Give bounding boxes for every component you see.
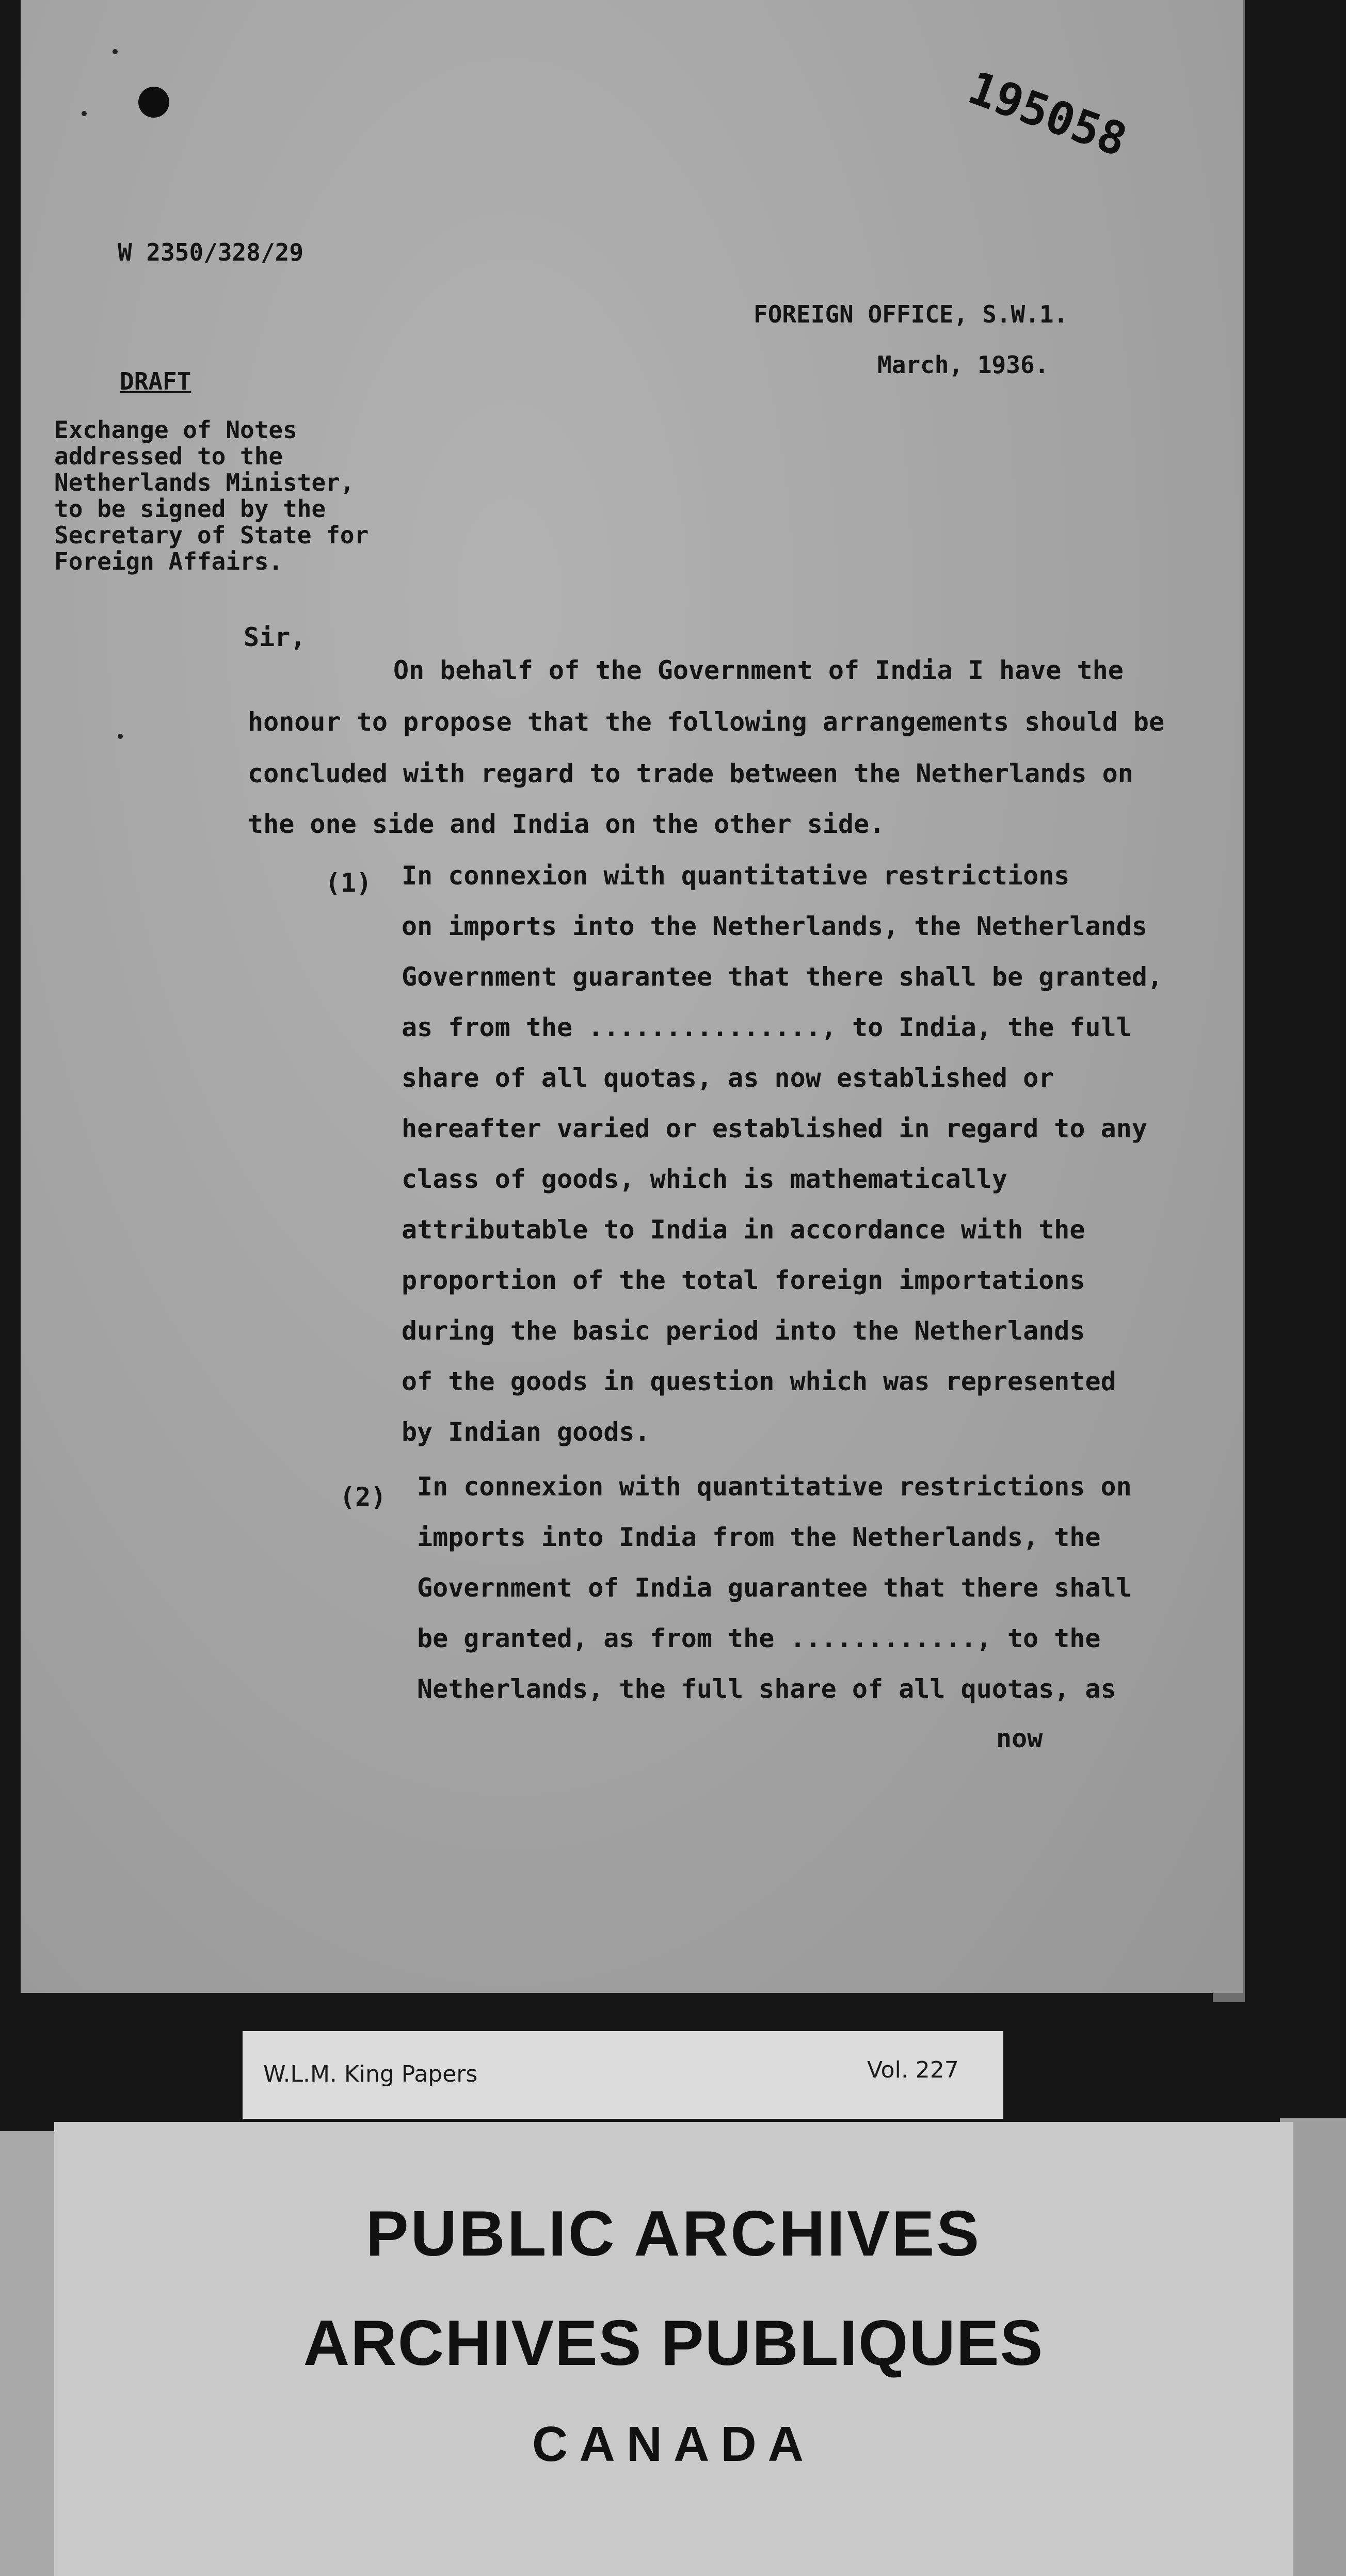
margin-note-line: Exchange of Notes — [54, 416, 297, 444]
clause-line: Government guarantee that there shall be granted, — [402, 962, 1163, 992]
margin-note-line: Netherlands Minister, — [54, 469, 355, 496]
clause-line: on imports into the Netherlands, the Netherlands — [402, 911, 1147, 941]
draft-label: DRAFT — [120, 367, 191, 395]
clause-line: hereafter varied or established in regard to any — [402, 1114, 1147, 1144]
body-line: concluded with regard to trade between the Netherlands on — [248, 759, 1133, 788]
letter-date: March, 1936. — [877, 351, 1049, 379]
margin-note-line: addressed to the — [54, 442, 283, 470]
margin-note-line: Foreign Affairs. — [54, 548, 283, 575]
clause-line: proportion of the total foreign importations — [402, 1265, 1085, 1295]
body-line: honour to propose that the following arrangements should be — [248, 707, 1165, 737]
clause-line: be granted, as from the ............, to the — [417, 1623, 1101, 1653]
office-address: FOREIGN OFFICE, S.W.1. — [754, 300, 1068, 328]
clause-line: of the goods in question which was represented — [402, 1366, 1116, 1396]
clause-line: In connexion with quantitative restrictions — [402, 861, 1070, 891]
clause-number: (1) — [325, 868, 372, 898]
body-line: the one side and India on the other side. — [248, 809, 885, 839]
catchword: now — [996, 1724, 1043, 1753]
clause-line: during the basic period into the Netherlands — [402, 1316, 1085, 1346]
body-line: On behalf of the Government of India I have the — [393, 655, 1124, 685]
archive-title-english: PUBLIC ARCHIVES — [365, 2198, 982, 2269]
collection-name: W.L.M. King Papers — [263, 2061, 478, 2087]
clause-line: imports into India from the Netherlands, the — [417, 1522, 1101, 1552]
clause-line: Netherlands, the full share of all quotas, as — [417, 1674, 1116, 1704]
margin-note — [54, 417, 368, 575]
clause-line: by Indian goods. — [402, 1417, 650, 1447]
speck — [82, 111, 87, 116]
card-edge — [0, 2131, 57, 2576]
clause-line: Government of India guarantee that there shall — [417, 1573, 1132, 1603]
punch-hole — [138, 87, 169, 118]
clause-line: class of goods, which is mathematically — [402, 1164, 1007, 1194]
collection-label — [243, 2031, 1003, 2119]
clause-line: share of all quotas, as now established or — [402, 1063, 1054, 1093]
document-sheet — [21, 0, 1243, 1993]
margin-note-line: to be signed by the — [54, 495, 326, 523]
archive-stamp-number: 195058 — [961, 61, 1134, 167]
archive-title-french: ARCHIVES PUBLIQUES — [303, 2308, 1044, 2379]
clause-line: attributable to India in accordance with the — [402, 1215, 1085, 1245]
clause-line: In connexion with quantitative restrictions on — [417, 1472, 1132, 1502]
speck — [118, 734, 123, 739]
clause-line: as from the ..............., to India, the full — [402, 1012, 1132, 1042]
archive-country: CANADA — [532, 2417, 815, 2472]
margin-note-line: Secretary of State for — [54, 521, 369, 549]
reference-number: W 2350/328/29 — [118, 238, 304, 266]
clause-number: (2) — [340, 1482, 387, 1512]
speck — [113, 49, 118, 54]
volume-number: Vol. 227 — [867, 2057, 959, 2083]
salutation: Sir, — [244, 622, 306, 652]
